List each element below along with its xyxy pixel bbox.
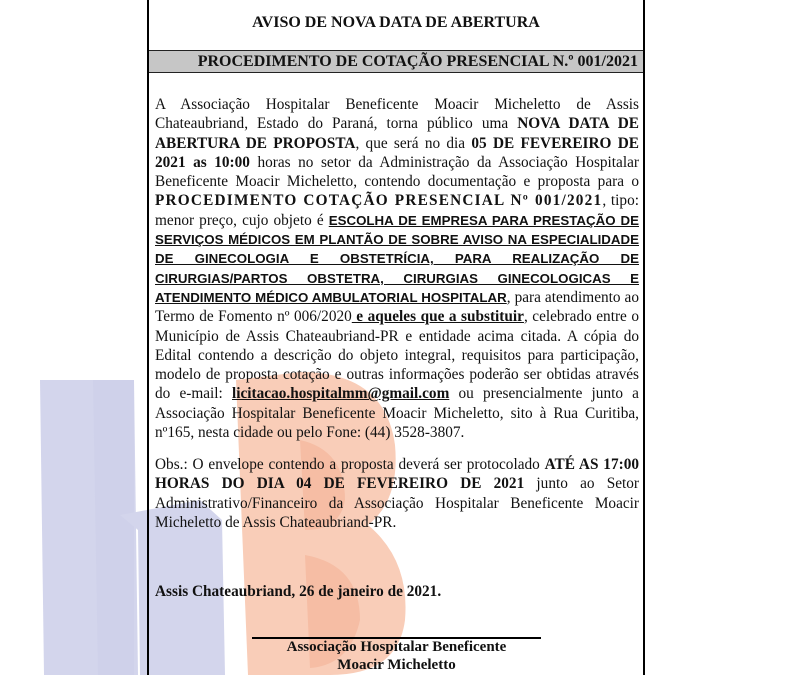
p1-text-5: , para atendimento ao Termo de Fomento nº 006/2020 xyxy=(155,288,639,326)
procedure-title: PROCEDIMENTO DE COTAÇÃO PRESENCIAL N.º 001/2021 xyxy=(197,53,638,70)
contact-email-link[interactable]: licitacao.hospitalmm@gmail.com xyxy=(232,385,450,403)
p1-text-3: horas no setor da Administração da Associação Hospitalar Beneficente Moacir Micheletto, contendo documentação e proposta para o xyxy=(155,153,639,191)
document-right-border xyxy=(643,0,645,675)
p1-text-2: , que será no dia xyxy=(355,134,472,152)
p1-substitute-clause: e aqueles que a substituir xyxy=(351,308,524,326)
date-line: Assis Chateaubriand, 26 de janeiro de 2021. xyxy=(155,583,442,600)
signature-name-line1: Associação Hospitalar Beneficente xyxy=(286,639,507,655)
notice-title: AVISO DE NOVA DATA DE ABERTURA xyxy=(252,14,540,31)
p1-new-date-heading: NOVA DATA DE ABERTURA DE PROPOSTA xyxy=(155,115,639,152)
observation-paragraph xyxy=(155,455,639,532)
p1-procedure-name: PROCEDIMENTO COTAÇÃO PRESENCIAL Nº 001/2021 xyxy=(155,192,603,210)
p1-object-description: ESCOLHA DE EMPRESA PARA PRESTAÇÃO DE SERVIÇOS MÉDICOS EM PLANTÃO DE SOBRE AVISO NA ESPECIALIDADE DE GINECOLOGIA E OBSTETRÍCIA, PARA REALIZAÇÃO DE CIRURGIAS/PARTOS OBSTETRA, CIRURGIAS GINECOLOGICAS E ATENDIMENTO MÉDICO AMBULATORIAL HOSPITALAR xyxy=(155,212,639,305)
p1-text-1: A Associação Hospitalar Beneficente Moacir Micheletto de Assis Chateaubriand, Estado do Paraná, torna público uma xyxy=(155,96,639,133)
document-left-border xyxy=(147,0,149,675)
p2-text-2: junto ao Setor Administrativo/Financeiro da Associação Hospitalar Beneficente Moacir Micheletto de Assis Chateaubriand-PR. xyxy=(155,475,639,531)
p1-text-6: , celebrado entre o Município de Assis Chateaubriand-PR e entidade acima citada. A cópia do Edital contendo a descrição do objeto integral, requisitos para participação, modelo de proposta cotação e outras informações poderão ser obtidas através do e-mail: xyxy=(155,308,639,403)
procedure-header-band xyxy=(149,50,643,73)
p1-text-4: , tipo: menor preço, cujo objeto é xyxy=(155,192,639,229)
p2-deadline: ATÉ AS 17:00 HORAS DO DIA 04 DE FEVEREIRO DE 2021 xyxy=(155,456,639,493)
p1-opening-date: 05 DE FEVEREIRO DE 2021 as 10:00 xyxy=(155,134,639,171)
notice-paragraph xyxy=(155,95,639,442)
signature-name-line2: Moacir Micheletto xyxy=(337,657,456,673)
p1-text-7: ou presencialmente junto a Associação Hospitalar Beneficente Moacir Micheletto, sito à Rua Curitiba, nº165, nesta cidade ou pelo Fone: (44) 3528-3807. xyxy=(155,385,639,442)
p2-text-1: Obs.: O envelope contendo a proposta deverá ser protocolado xyxy=(155,456,545,473)
